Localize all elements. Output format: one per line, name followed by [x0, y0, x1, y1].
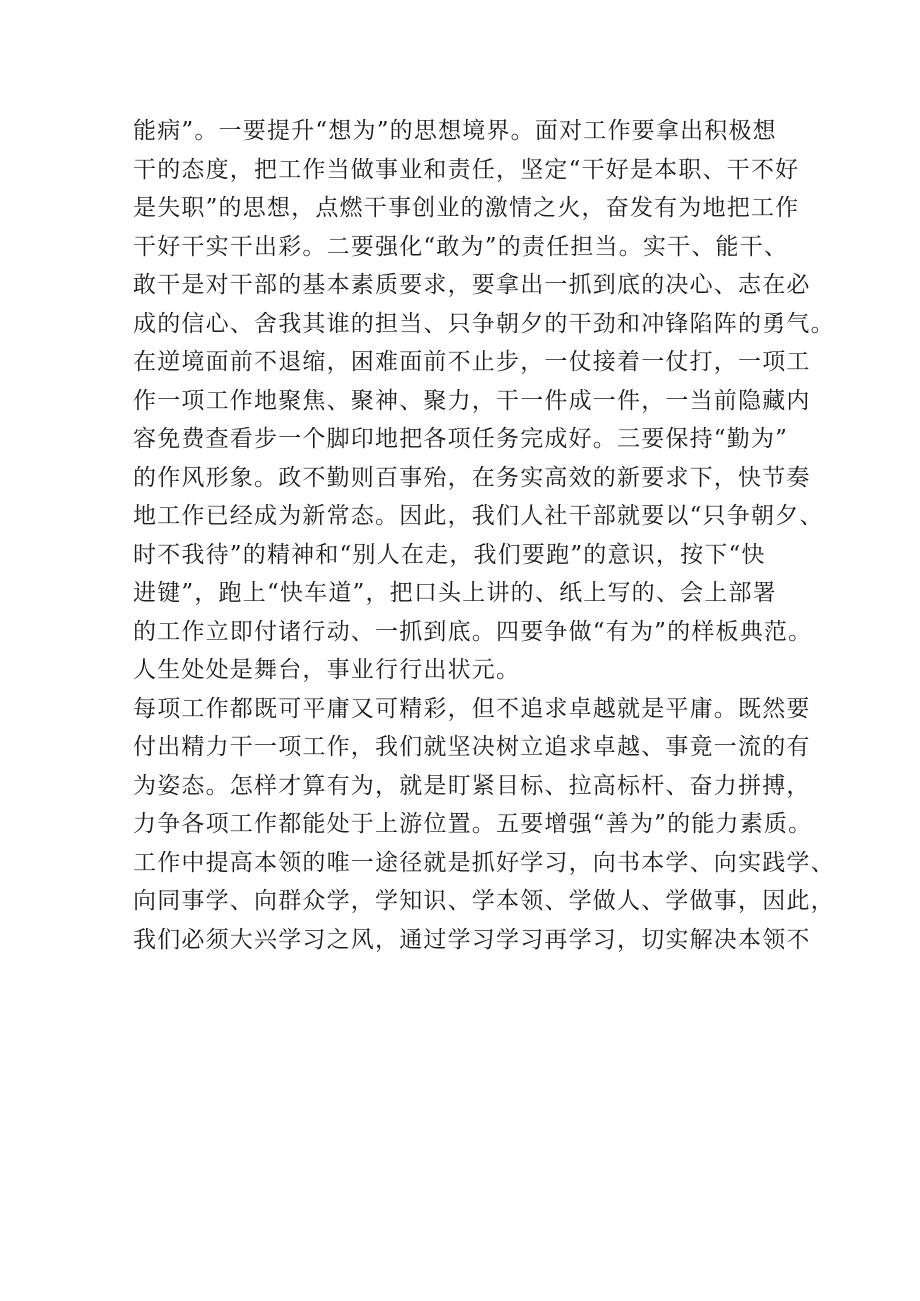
text-line: 成的信心、舍我其谁的担当、只争朝夕的干劲和冲锋陷阵的勇气。 [133, 310, 835, 337]
text-line: 我们必须大兴学习之风，通过学习学习再学习，切实解决本领不 [133, 926, 811, 953]
text-line: 力争各项工作都能处于上游位置。五要增强“善为”的能力素质。 [133, 811, 813, 837]
text-line: 的工作立即付诸行动、一抓到底。四要争做“有为”的样板典范。 [133, 618, 813, 645]
text-line: 进键”，跑上“快车道”，把口头上讲的、纸上写的、会上部署 [133, 580, 777, 606]
text-line: 干好干实干出彩。二要强化“敢为”的责任担当。实干、能干、 [133, 233, 789, 260]
text-line: 作一项工作地聚焦、聚神、聚力，干一件成一件，一当前隐藏内 [133, 387, 811, 414]
text-line: 干的态度，把工作当做事业和责任，坚定“干好是本职、干不好 [133, 156, 800, 183]
text-line: 向同事学、向群众学，学知识、学本领、学做人、学做事，因此， [133, 888, 835, 914]
text-line: 的作风形象。政不勤则百事殆，在务实高效的新要求下，快节奏 [133, 464, 811, 491]
text-line: 容免费查看步一个脚印地把各项任务完成好。三要保持“勤为” [133, 426, 789, 452]
body-text [133, 112, 835, 959]
text-line: 在逆境面前不退缩，困难面前不止步，一仗接着一仗打，一项工 [133, 349, 811, 375]
text-line: 时不我待”的精神和“别人在走，我们要跑”的意识，按下“快 [133, 541, 766, 568]
text-line: 能病”。一要提升“想为”的思想境界。面对工作要拿出积极想 [133, 118, 777, 144]
text-line: 工作中提高本领的唯一途径就是抓好学习，向书本学、向实践学、 [133, 849, 835, 876]
text-line: 是失职”的思想，点燃干事创业的激情之火，奋发有为地把工作 [133, 195, 800, 221]
text-line: 为姿态。怎样才算有为，就是盯紧目标、拉高标杆、奋力拼搏， [133, 772, 811, 799]
text-line: 付出精力干一项工作，我们就坚决树立追求卓越、事竟一流的有 [133, 734, 811, 760]
text-line: 地工作已经成为新常态。因此，我们人社干部就要以“只争朝夕、 [133, 503, 824, 529]
text-line: 敢干是对干部的基本素质要求，要拿出一抓到底的决心、志在必 [133, 272, 811, 298]
text-line: 人生处处是舞台，事业行行出状元。 [133, 657, 521, 683]
text-line: 每项工作都既可平庸又可精彩，但不追求卓越就是平庸。既然要 [133, 695, 811, 722]
